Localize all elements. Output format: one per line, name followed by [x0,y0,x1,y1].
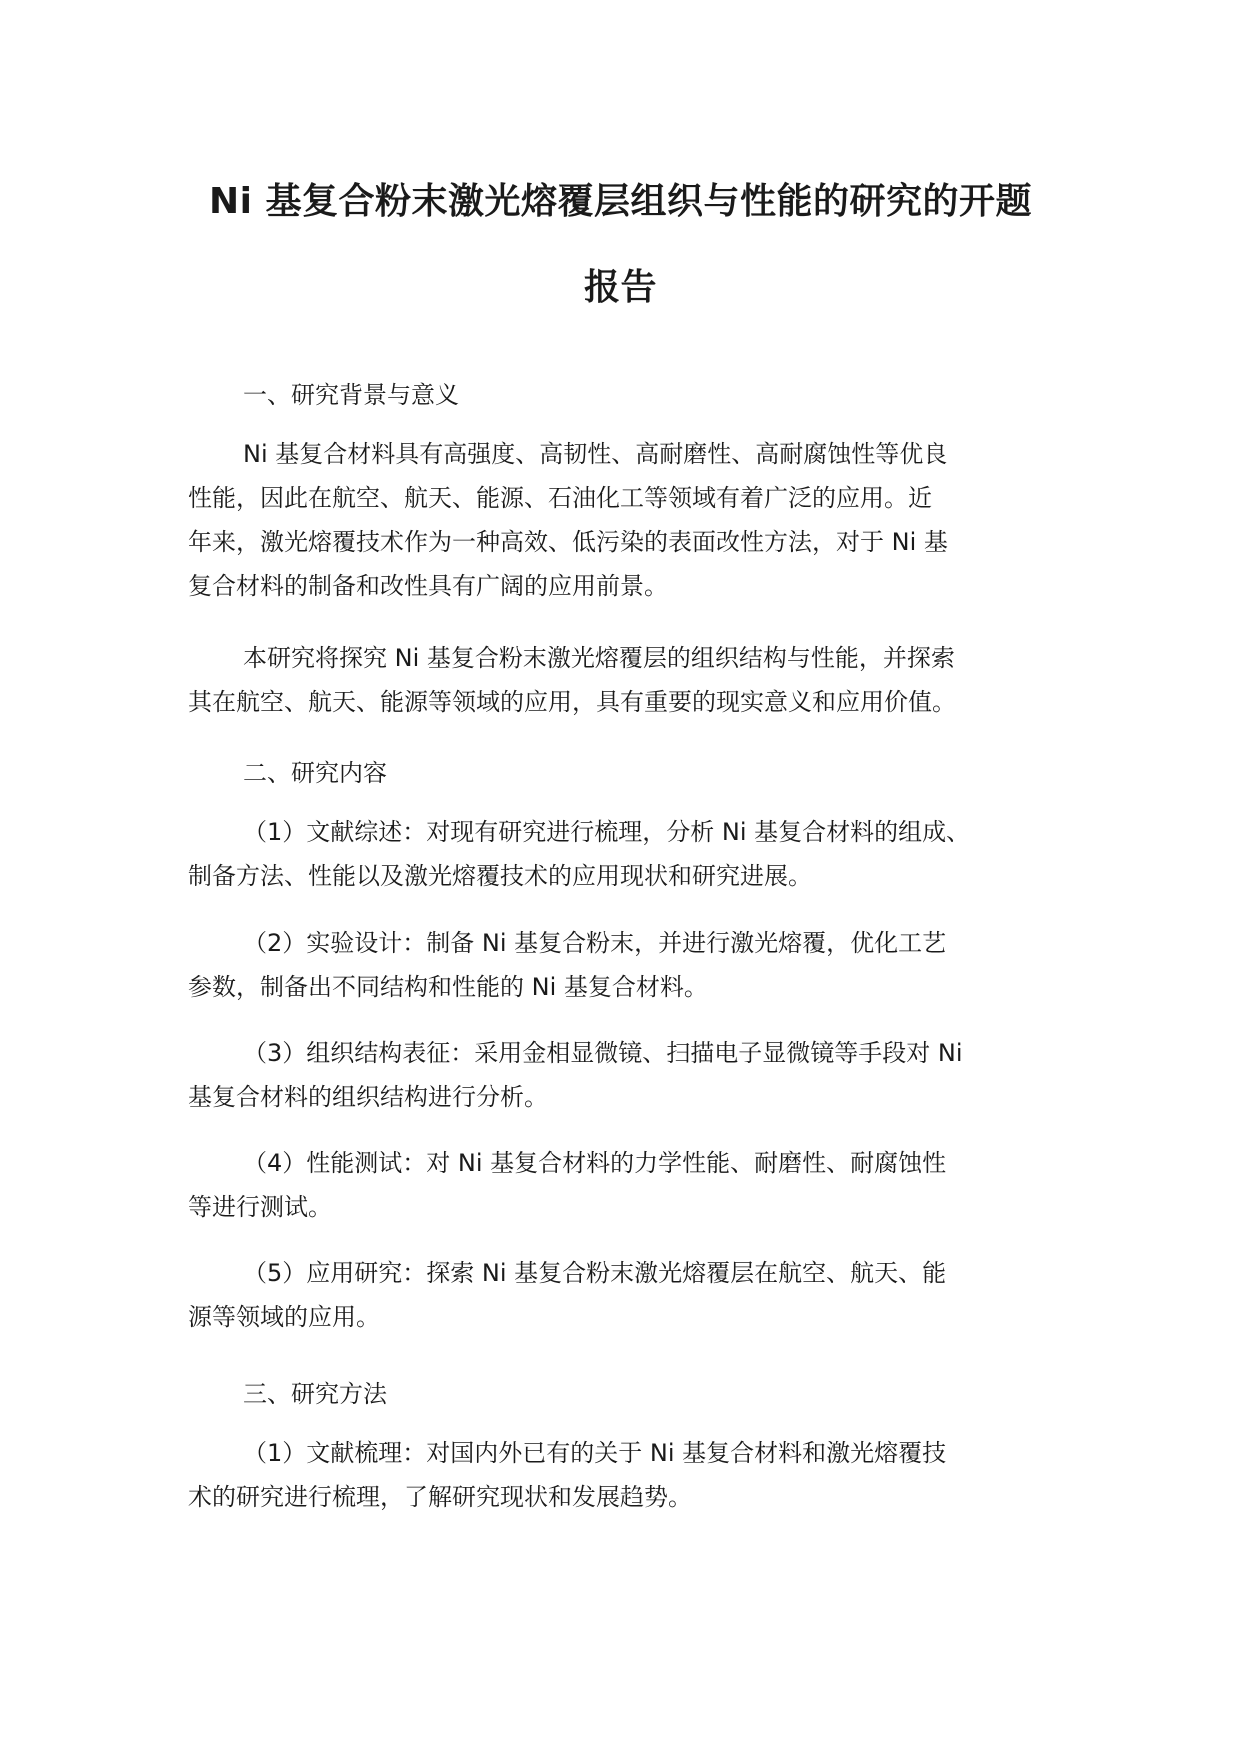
paragraph-line: （2）实验设计：制备 Ni 基复合粉末，并进行激光熔覆，优化工艺 [243,929,947,957]
page-title-line-2: 报告 [583,267,657,308]
paragraph-line: Ni 基复合材料具有高强度、高韧性、高耐磨性、高耐腐蚀性等优良 [243,440,948,468]
paragraph-line: （5）应用研究：探索 Ni 基复合粉末激光熔覆层在航空、航天、能 [243,1259,947,1287]
content-item-2 [188,921,1088,1009]
paragraph-line: （4）性能测试：对 Ni 基复合材料的力学性能、耐磨性、耐腐蚀性 [243,1149,947,1177]
paragraph-background-1 [188,432,1088,608]
paragraph-line: 年来，激光熔覆技术作为一种高效、低污染的表面改性方法，对于 Ni 基 [188,528,948,556]
content-item-4 [188,1141,1088,1229]
content-item-1 [188,810,1088,898]
paragraph-line: 基复合材料的组织结构进行分析。 [188,1083,548,1111]
section-heading-content [188,751,1143,795]
paragraph-line: 术的研究进行梳理，了解研究现状和发展趋势。 [188,1483,692,1511]
content-item-5 [188,1251,1088,1339]
paragraph-line: 性能，因此在航空、航天、能源、石油化工等领域有着广泛的应用。近 [188,484,932,512]
method-item-1 [188,1431,1088,1519]
section-heading-text: 二、研究内容 [243,759,387,787]
paragraph-background-2 [188,636,1088,724]
content-item-3 [188,1031,1088,1119]
paragraph-line: 制备方法、性能以及激光熔覆技术的应用现状和研究进展。 [188,862,812,890]
paragraph-line: 其在航空、航天、能源等领域的应用，具有重要的现实意义和应用价值。 [188,688,956,716]
section-heading-text: 三、研究方法 [243,1380,387,1408]
paragraph-line: 源等领域的应用。 [188,1303,380,1331]
paragraph-line: （3）组织结构表征：采用金相显微镜、扫描电子显微镜等手段对 Ni [243,1039,963,1067]
section-heading-text: 一、研究背景与意义 [243,381,459,409]
paragraph-line: 复合材料的制备和改性具有广阔的应用前景。 [188,572,668,600]
section-heading-methods [188,1372,1143,1416]
paragraph-line: 参数，制备出不同结构和性能的 Ni 基复合材料。 [188,973,708,1001]
page-title-line-1: Ni 基复合粉末激光熔覆层组织与性能的研究的开题 [208,181,1032,222]
section-heading-background [188,373,1143,417]
paragraph-line: 本研究将探究 Ni 基复合粉末激光熔覆层的组织结构与性能，并探索 [243,644,955,672]
paragraph-line: （1）文献综述：对现有研究进行梳理，分析 Ni 基复合材料的组成、 [243,818,971,846]
paragraph-line: 等进行测试。 [188,1193,332,1221]
paragraph-line: （1）文献梳理：对国内外已有的关于 Ni 基复合材料和激光熔覆技 [243,1439,947,1467]
